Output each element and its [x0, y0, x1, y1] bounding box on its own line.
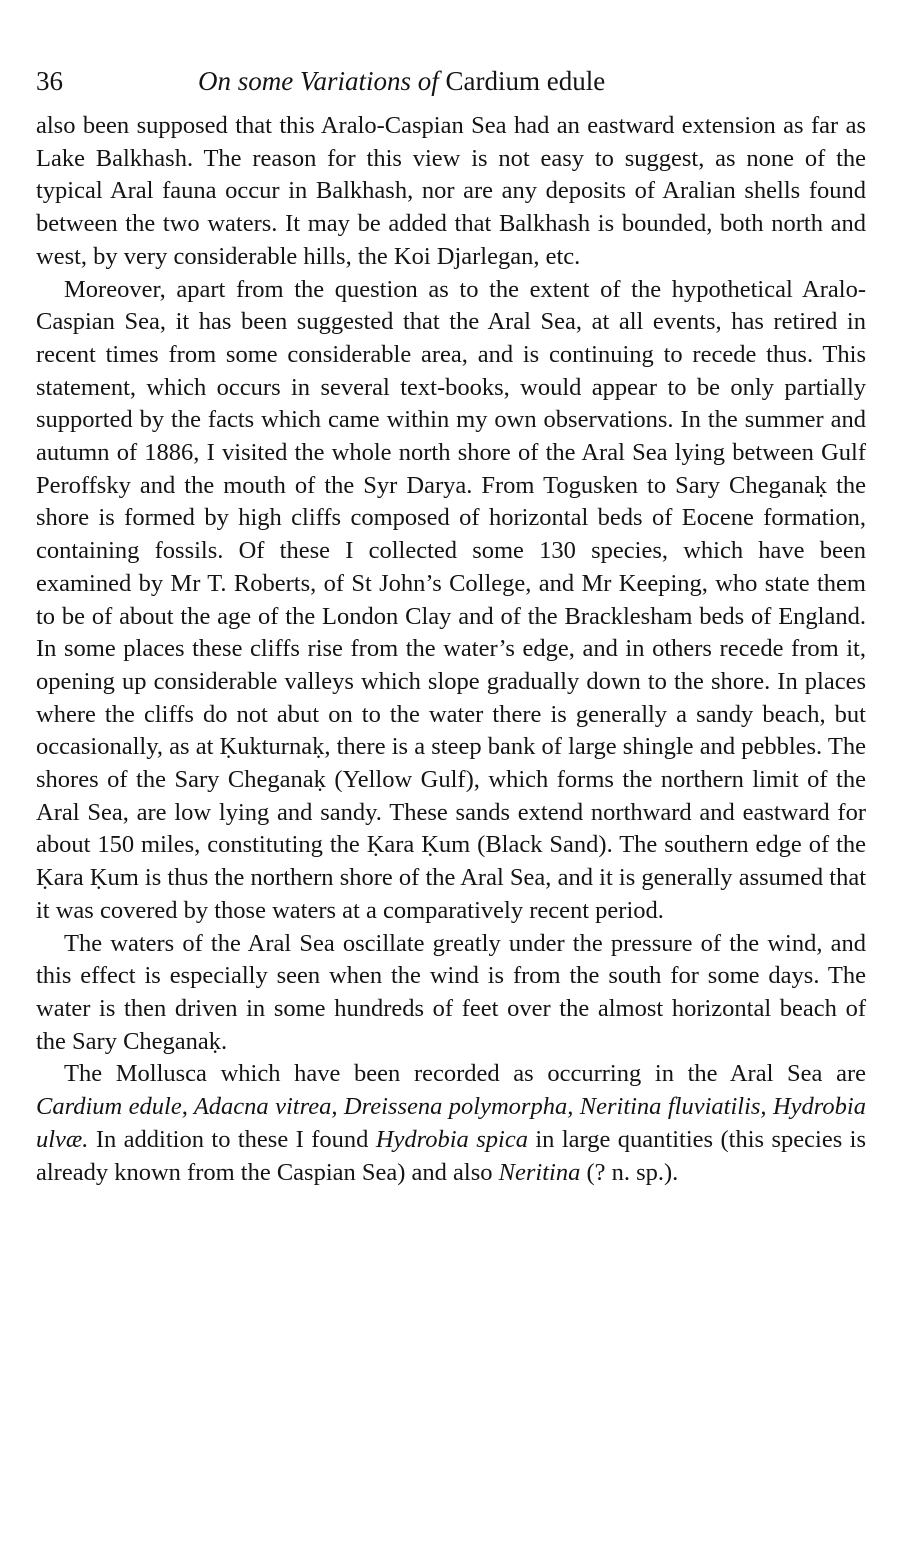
running-title: [198, 66, 605, 97]
page-number: 36: [36, 66, 63, 96]
species-neritina: Neritina: [498, 1158, 581, 1186]
running-head: [36, 66, 866, 110]
paragraph-4-text-3: in large quantities (this species is already known from the Caspian Sea) and also: [36, 1125, 866, 1186]
paragraph-4-text-2: In addition to these I found: [88, 1125, 376, 1153]
paragraph-1: also been supposed that this Aralo-Caspian Sea had an eastward extension as far as Lake Balkhash. The reason for this view is not easy to suggest, as none of the typical Aral fauna occur in Balkhash, nor are any deposits of Aralian shells found between the two waters. It may be added that Balkhash is bounded, both north and west, by very considerable hills, the Koi Djarlegan, etc.: [36, 112, 866, 270]
body-text: [36, 110, 866, 1189]
book-page: [36, 66, 866, 1189]
running-title-italic: On some Variations of: [198, 66, 439, 96]
paragraph-2: Moreover, apart from the question as to the extent of the hypothetical Aralo-Caspian Sea, it has been suggested that the Aral Sea, at all events, has retired in recent times from some considerable area, and is continuing to recede thus. This statement, which occurs in several text-books, would appear to be only partially supported by the facts which came within my own observations. In the summer and autumn of 1886, I visited the whole north shore of the Aral Sea lying between Gulf Peroffsky and the mouth of the Syr Darya. From Togusken to Sary Cheganaḳ the shore is formed by high cliffs composed of horizontal beds of Eocene formation, containing fossils. Of these I collected some 130 species, which have been examined by Mr T. Roberts, of St John’s College, and Mr Keeping, who state them to be of about the age of the London Clay and of the Bracklesham beds of England. In some places these cliffs rise from the water’s edge, and in others recede from it, opening up considerable valleys which slope gradually down to the shore. In places where the cliffs do not abut on to the water there is generally a sandy beach, but occasionally, as at Ḳukturnaḳ, there is a steep bank of large shingle and pebbles. The shores of the Sary Cheganaḳ (Yellow Gulf), which forms the northern limit of the Aral Sea, are low lying and sandy. These sands extend northward and eastward for about 150 miles, constituting the Ḳara Ḳum (Black Sand). The southern edge of the Ḳara Ḳum is thus the northern shore of the Aral Sea, and it is generally assumed that it was covered by those waters at a comparatively recent period.: [36, 275, 866, 924]
paragraph-4-text-1: The Mollusca which have been recorded as occurring in the Aral Sea are: [64, 1060, 866, 1088]
running-title-species: Cardium edule: [445, 66, 606, 96]
paragraph-4: [36, 1058, 866, 1189]
species-list-italic: Cardium edule, Adacna vitrea, Dreissena polymorpha, Neritina fluviatilis, Hydrobia ulvæ.: [36, 1093, 866, 1153]
species-hydrobia-spica: Hydrobia spica: [375, 1125, 528, 1153]
paragraph-3: The waters of the Aral Sea oscillate greatly under the pressure of the wind, and this effect is especially seen when the wind is from the south for some days. The water is then driven in some hundreds of feet over the almost horizontal beach of the Sary Cheganaḳ.: [36, 929, 866, 1055]
paragraph-4-text-4: (? n. sp.).: [580, 1158, 679, 1186]
